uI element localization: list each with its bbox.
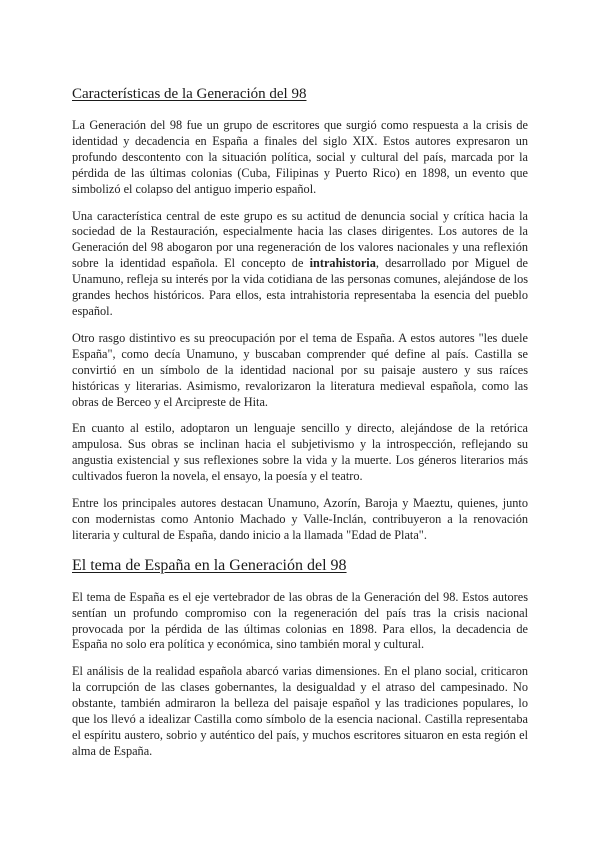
paragraph-intro: La Generación del 98 fue un grupo de escritores que surgió como respuesta a la crisis de identidad y decadencia en España a finales del siglo XIX. Estos autores expresaron un profundo descontento con la situación política, social y cultural del país, marcada por la pérdida de las últimas colonias (Cuba, Filipinas y Puerto Rico) en 1898, un evento que simbolizó el colapso del antiguo imperio español. <box>72 118 528 196</box>
paragraph-denuncia-text-a: Una característica central de este grupo es su actitud de denuncia social y crítica hacia la sociedad de la Restauración, especialmente hacia las clases dirigentes. Los autores de la Generación del 98 abogaron por una regeneración de los valores nacionales y una reflexión sobre la identidad española. El concepto de <box>72 208 528 271</box>
paragraph-tema-espana: Otro rasgo distintivo es su preocupación por el tema de España. A estos autores "les duele España", como decía Unamuno, y buscaban comprender qué define al país. Castilla se convirtió en un símbolo de la identidad nacional por su paisaje austero y sus raíces históricas y literarias. Asimismo, revalorizaron la literatura medieval española, como las obras de Berceo y el Arcipreste de Hita. <box>72 330 528 409</box>
paragraph-autores: Entre los principales autores destacan Unamuno, Azorín, Baroja y Maeztu, quienes, junto con modernistas como Antonio Machado y Valle-Inclán, contribuyeron a la renovación literaria y cultural de España, dando inicio a la llamada "Edad de Plata". <box>72 496 528 542</box>
paragraph-denuncia <box>72 209 528 320</box>
section-title-caracteristicas: Características de la Generación del 98 <box>72 86 307 102</box>
document-page <box>72 84 528 760</box>
term-intrahistoria: intrahistoria <box>309 256 376 271</box>
section-title-tema-espana: El tema de España en la Generación del 98 <box>72 556 347 574</box>
paragraph-estilo: En cuanto al estilo, adoptaron un lenguaje sencillo y directo, alejándose de la retórica ampulosa. Sus obras se inclinan hacia el subjetivismo y la introspección, reflejando su angustia existencial y sus reflexiones sobre la vida y la muerte. Los géneros literarios más cultivados fueron la novela, el ensayo, la poesía y el teatro. <box>72 421 528 484</box>
paragraph-analisis: El análisis de la realidad española abarcó varias dimensiones. En el plano social, criticaron la corrupción de las clases gobernantes, la desigualdad y el atraso del campesinado. No obstante, también admiraron la belleza del paisaje español y las tradiciones populares, lo que los llevó a idealizar Castilla como símbolo de la esencia nacional. Castilla representaba el espíritu austero, sobrio y auténtico del país, y muchos escritores situaron en esta región el alma de España. <box>72 664 528 758</box>
paragraph-denuncia-text-b: , desarrollado por Miguel de Unamuno, refleja su interés por la vida cotidiana de las personas comunes, alejándose de los grandes hechos históricos. Para ellos, esta intrahistoria representaba la esencia del pueblo español. <box>72 256 528 318</box>
paragraph-eje-vertebrador: El tema de España es el eje vertebrador de las obras de la Generación del 98. Estos autores sentían un profundo compromiso con la regeneración del país tras la crisis nacional provocada por la pérdida de las últimas colonias en 1898. Para ellos, la decadencia de España no solo era política y económica, sino también moral y cultural. <box>72 589 528 652</box>
